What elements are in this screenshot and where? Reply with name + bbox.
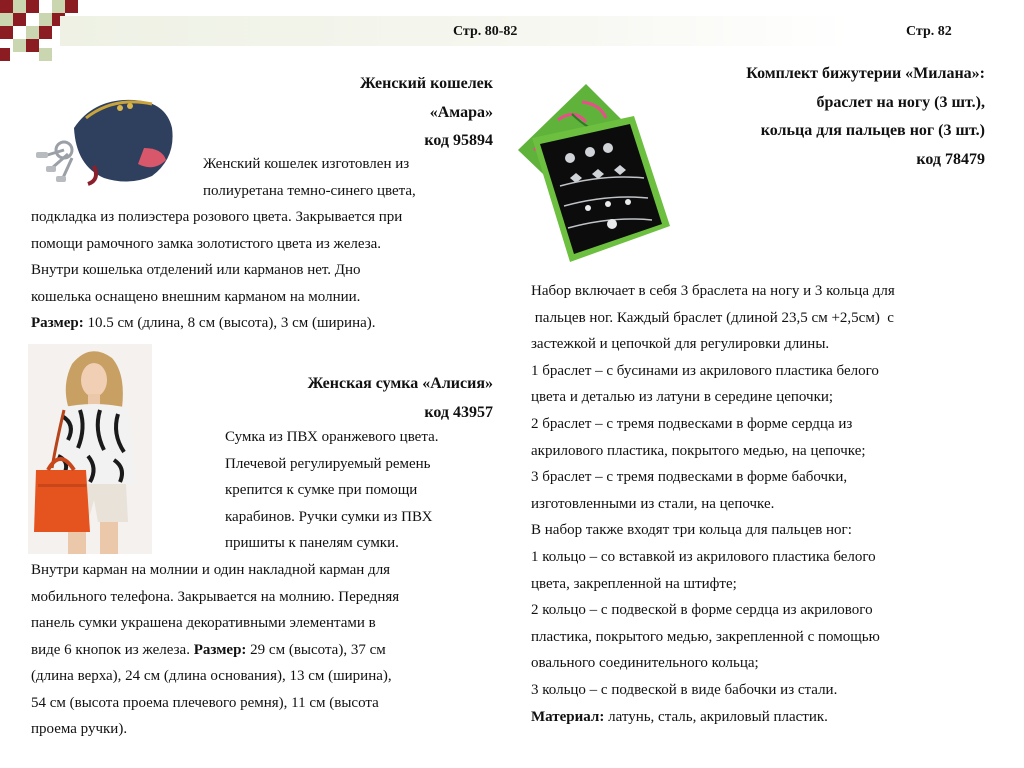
jewelry-text-line: 3 кольцо – с подвеской в виде бабочки из стали. xyxy=(531,681,838,698)
bag-size-label: Размер: xyxy=(193,641,247,658)
jewelry-material-value: латунь, сталь, акриловый пластик. xyxy=(608,708,828,725)
jewelry-text-line: 3 браслет – с тремя подвесками в форме бабочки, xyxy=(531,469,848,486)
bag-description-top xyxy=(225,424,439,557)
jewelry-text-line: изготовленными из стали, на цепочке. xyxy=(531,495,775,512)
jewelry-title xyxy=(746,60,985,174)
jewelry-set-image xyxy=(514,78,674,264)
wallet-image xyxy=(34,88,184,188)
bag-text-line: проема ручки). xyxy=(31,721,128,737)
jewelry-text-line: 2 кольцо – с подвеской в форме сердца из акрилового xyxy=(531,602,873,619)
bag-text-line: Плечевой регулируемый ремень xyxy=(225,455,431,472)
wallet-text-line: подкладка из полиэстера розового цвета. Закрывается при xyxy=(31,209,403,225)
jewelry-title-line: Комплект бижутерии «Милана»: xyxy=(746,65,985,82)
bag-model-image xyxy=(28,344,152,554)
wallet-code: код 95894 xyxy=(424,132,493,149)
bag-size-value: 29 см (высота), 37 см xyxy=(250,641,386,658)
jewelry-text-line: 1 кольцо – со вставкой из акрилового пластика белого xyxy=(531,548,876,565)
bag-text-line: Внутри карман на молнии и один накладной карман для xyxy=(31,562,391,578)
jewelry-material-line xyxy=(531,704,1001,731)
jewelry-title-line: кольца для пальцев ног (3 шт.) xyxy=(760,122,985,139)
wallet-description xyxy=(31,204,402,337)
bag-text-line: карабинов. Ручки сумки из ПВХ xyxy=(225,508,433,525)
jewelry-text-line: застежкой и цепочкой для регулировки длины. xyxy=(531,336,830,353)
wallet-text-line: кошелька оснащено внешним карманом на молнии. xyxy=(31,288,361,305)
jewelry-text-line: цвета, закрепленной на штифте; xyxy=(531,575,737,592)
jewelry-text-line: пластика, покрытого медью, закрепленной с помощью xyxy=(531,628,880,645)
jewelry-text-line: пальцев ног. Каждый браслет (длиной 23,5 см +2,5см) с xyxy=(531,309,894,326)
jewelry-title-line: браслет на ногу (3 шт.), xyxy=(816,93,985,111)
wallet-size-value: 10.5 см (длина, 8 см (высота), 3 см (ширина). xyxy=(87,315,376,331)
wallet-text-line: Внутри кошелька отделений или карманов нет. Дно xyxy=(31,262,361,278)
wallet-size-line xyxy=(31,310,402,337)
jewelry-code: код 78479 xyxy=(916,150,985,168)
bag-title xyxy=(308,369,493,427)
wallet-title-line: Женский кошелек xyxy=(360,75,493,92)
bag-text-line: пришиты к панелям сумки. xyxy=(225,535,399,551)
bag-description xyxy=(31,557,399,743)
wallet-description-top xyxy=(203,151,416,204)
jewelry-material-label: Материал: xyxy=(531,708,605,725)
jewelry-text-line: цвета и деталью из латуни в середине цепочки; xyxy=(531,389,834,406)
bag-text-line: панель сумки украшена декоративными элементами в xyxy=(31,615,376,631)
bag-text-line: (длина верха), 24 см (длина основания), 13 см (ширина), xyxy=(31,668,392,684)
wallet-text-line: Женский кошелек изготовлен из xyxy=(203,156,410,172)
bag-code: код 43957 xyxy=(424,404,493,421)
wallet-text-line: помощи рамочного замка золотистого цвета из железа. xyxy=(31,235,382,252)
jewelry-text-line: Набор включает в себя 3 браслета на ногу и 3 кольца для xyxy=(531,283,895,299)
bag-title-line: Женская сумка «Алисия» xyxy=(307,375,493,392)
jewelry-description xyxy=(531,278,1001,730)
wallet-title-line: «Амара» xyxy=(429,103,493,121)
right-page-ref: Стр. 82 xyxy=(906,24,952,39)
bag-text-line: крепится к сумке при помощи xyxy=(225,482,418,498)
jewelry-text-line: В набор также входят три кольца для пальцев ног: xyxy=(531,522,852,539)
jewelry-text-line: акрилового пластика, покрытого медью, на цепочке; xyxy=(531,442,866,459)
wallet-title xyxy=(360,70,493,156)
jewelry-text-line: 2 браслет – с тремя подвесками в форме сердца из xyxy=(531,415,853,432)
jewelry-text-line: 1 браслет – с бусинами из акрилового пластика белого xyxy=(531,362,879,379)
bag-text-line: 54 см (высота проема плечевого ремня), 11 см (высота xyxy=(31,694,379,711)
bag-text-line: Сумка из ПВХ оранжевого цвета. xyxy=(225,429,439,445)
bag-text-line: виде 6 кнопок из железа. xyxy=(31,641,190,658)
bag-size-line xyxy=(31,637,399,664)
wallet-text-line: полиуретана темно-синего цвета, xyxy=(203,182,416,199)
jewelry-text-line: овального соединительного кольца; xyxy=(531,655,759,672)
left-page-ref: Стр. 80-82 xyxy=(453,24,518,39)
wallet-size-label: Размер: xyxy=(31,315,84,331)
bag-text-line: мобильного телефона. Закрывается на молнию. Передняя xyxy=(31,588,400,605)
